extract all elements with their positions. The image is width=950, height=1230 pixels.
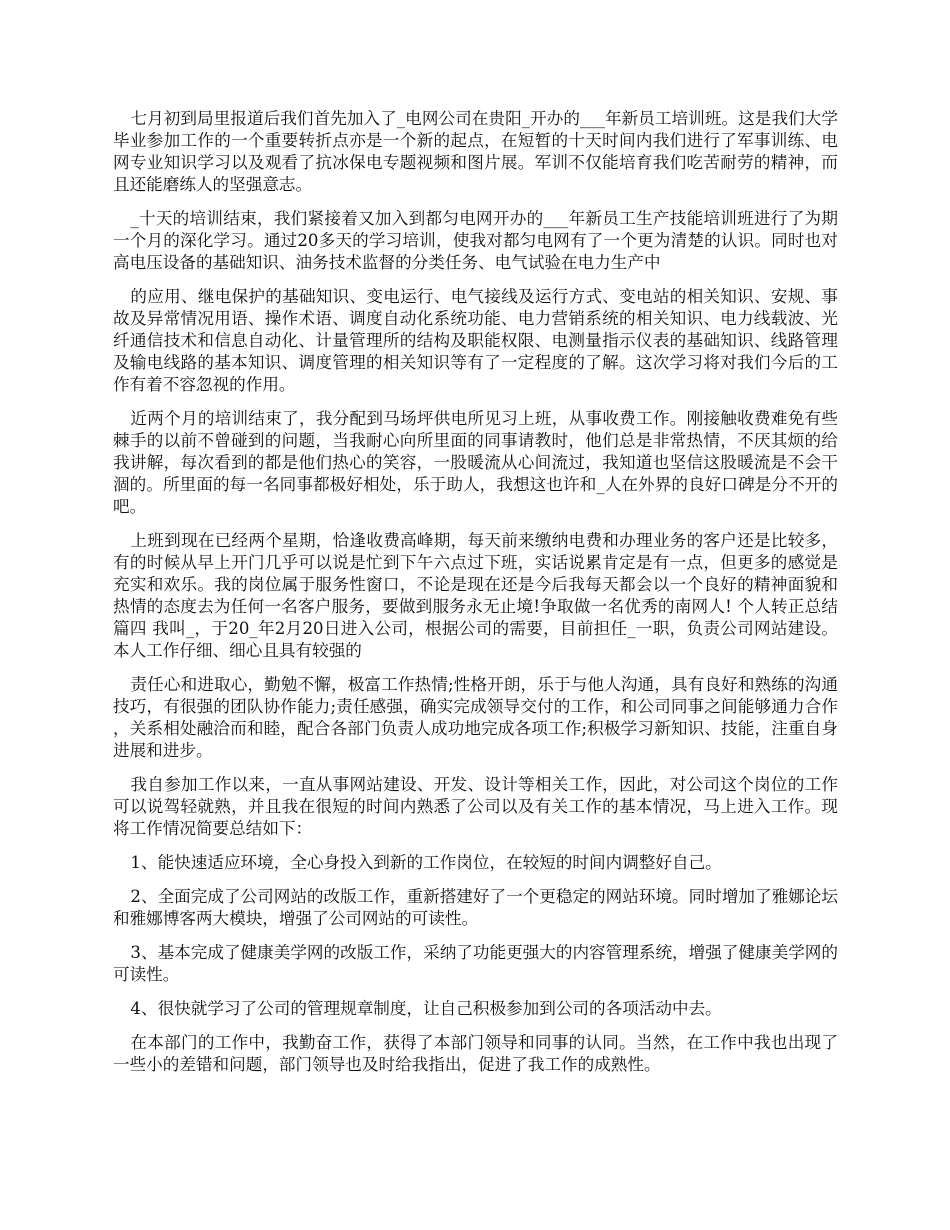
paragraph-personal-qualities: 责任心和进取心，勤勉不懈，极富工作热情;性格开朗，乐于与他人沟通，具有良好和熟练的沟通技巧，有很强的团队协作能力;责任感强，确实完成领导交付的工作，和公司同事之间能够通力合作，关系相处融洽而和睦，配合各部门负责人成功地完成各项工作;积极学习新知识、技能，注重自身进展和进步。 <box>113 675 838 760</box>
list-item-1: 1、能快速适应环境，全心身投入到新的工作岗位，在较短的时间内调整好自己。 <box>130 853 722 872</box>
list-item-4: 4、很快就学习了公司的管理规章制度，让自己积极参加到公司的各项活动中去。 <box>130 999 722 1018</box>
paragraph-peak-season: 上班到现在已经两个星期，恰逢收费高峰期，每天前来缴纳电费和办理业务的客户还是比较多，有的时候从早上开门几乎可以说是忙到下午六点过下班，实话说累肯定是有一点，但更多的感觉是充实和欢乐。我的岗位属于服务性窗口，不论是现在还是今后我每天都会以一个良好的精神面貌和热情的态度去为任何一名客户服务，要做到服务永无止境!争取做一名优秀的南网人! 个人转正总结 篇四 我叫_，于20_年2月20日进入公司，根据公司的需要，目前担任_一职，负责公司网站建设。本人工作仔细、细心且具有较强的 <box>113 531 838 660</box>
paragraph-internship: 近两个月的培训结束了，我分配到马场坪供电所见习上班，从事收费工作。刚接触收费难免有些棘手的以前不曾碰到的问题，当我耐心向所里面的同事请教时，他们总是非常热情，不厌其烦的给我讲解，每次看到的都是他们热心的笑容，一股暖流从心间流过，我知道也坚信这股暖流是不会干涸的。所里面的每一名同事都极好相处，乐于助人，我想这也许和_人在外界的良好口碑是分不开的吧。 <box>113 409 838 516</box>
paragraph-work-intro: 我自参加工作以来，一直从事网站建设、开发、设计等相关工作，因此，对公司这个岗位的工作可以说驾轻就熟，并且我在很短的时间内熟悉了公司以及有关工作的基本情况，马上进入工作。现将工作情况简要总结如下： <box>113 775 838 838</box>
list-item-3: 3、基本完成了健康美学网的改版工作，采纳了功能更强大的内容管理系统，增强了健康美学网的可读性。 <box>113 943 838 984</box>
document-body <box>113 108 838 1088</box>
paragraph-training-duyun: _十天的培训结束，我们紧接着又加入到都匀电网开办的___年新员工生产技能培训班进行了为期一个月的深化学习。通过20多天的学习培训，使我对都匀电网有了一个更为清楚的认识。同时也对高电压设备的基础知识、油务技术监督的分类任务、电气试验在电力生产中 <box>113 209 838 272</box>
paragraph-training-guiyang: 七月初到局里报道后我们首先加入了_电网公司在贵阳_开办的___年新员工培训班。这是我们大学毕业参加工作的一个重要转折点亦是一个新的起点，在短暂的十天时间内我们进行了军事训练、电网专业知识学习以及观看了抗冰保电专题视频和图片展。军训不仅能培育我们吃苦耐劳的精神，而且还能磨练人的坚强意志。 <box>113 109 838 194</box>
list-item-2: 2、全面完成了公司网站的改版工作，重新搭建好了一个更稳定的网站环境。同时增加了雅娜论坛和雅娜博客两大模块，增强了公司网站的可读性。 <box>113 887 838 928</box>
paragraph-training-topics: 的应用、继电保护的基础知识、变电运行、电气接线及运行方式、变电站的相关知识、安规、事故及异常情况用语、操作术语、调度自动化系统功能、电力营销系统的相关知识、电力线载波、光纤通信技术和信息自动化、计量管理所的结构及职能权限、电测量指示仪表的基础知识、线路管理及输电线路的基本知识、调度管理的相关知识等有了一定程度的了解。这次学习将对我们今后的工作有着不容忽视的作用。 <box>113 287 838 394</box>
paragraph-department-work: 在本部门的工作中，我勤奋工作，获得了本部门领导和同事的认同。当然，在工作中我也出现了一些小的差错和问题，部门领导也及时给我指出，促进了我工作的成熟性。 <box>113 1033 838 1074</box>
